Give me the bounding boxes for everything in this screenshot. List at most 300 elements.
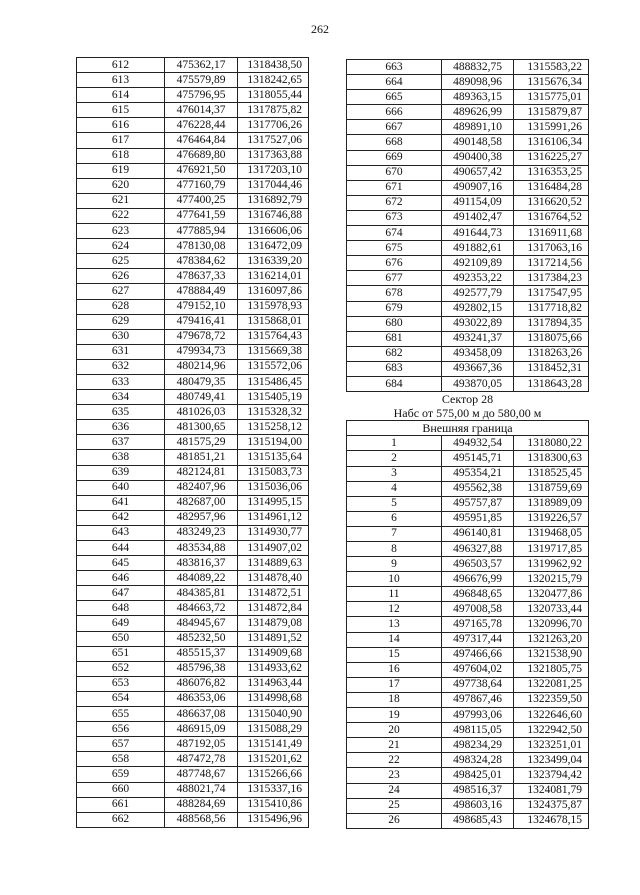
x-coordinate: 486353,06 — [165, 691, 238, 706]
x-coordinate: 498685,43 — [442, 813, 514, 828]
y-coordinate: 1317363,88 — [238, 148, 309, 163]
point-number: 656 — [77, 722, 165, 737]
point-number: 675 — [347, 241, 442, 256]
table-row — [77, 571, 309, 586]
point-number: 659 — [77, 767, 165, 782]
x-coordinate: 497008,58 — [442, 602, 514, 617]
y-coordinate: 1314995,15 — [238, 495, 309, 510]
table-row — [77, 405, 309, 420]
table-row — [347, 135, 589, 150]
x-coordinate: 497317,44 — [442, 632, 514, 647]
table-row — [347, 557, 589, 572]
y-coordinate: 1318080,22 — [514, 436, 589, 451]
y-coordinate: 1315040,90 — [238, 707, 309, 722]
x-coordinate: 488284,69 — [165, 797, 238, 812]
y-coordinate: 1314879,08 — [238, 616, 309, 631]
y-coordinate: 1322646,60 — [514, 708, 589, 723]
point-number: 10 — [347, 572, 442, 587]
point-number: 6 — [347, 511, 442, 526]
point-number: 642 — [77, 510, 165, 525]
point-number: 626 — [77, 269, 165, 284]
table-row — [77, 601, 309, 616]
x-coordinate: 498516,37 — [442, 783, 514, 798]
point-number: 628 — [77, 299, 165, 314]
y-coordinate: 1318452,31 — [514, 361, 589, 376]
point-number: 658 — [77, 752, 165, 767]
point-number: 637 — [77, 435, 165, 450]
y-coordinate: 1315496,96 — [238, 812, 309, 827]
point-number: 652 — [77, 661, 165, 676]
y-coordinate: 1316106,34 — [514, 135, 589, 150]
x-coordinate: 484089,22 — [165, 571, 238, 586]
x-coordinate: 493458,09 — [442, 346, 514, 361]
table-row — [347, 241, 589, 256]
x-coordinate: 492802,15 — [442, 301, 514, 316]
table-row — [77, 163, 309, 178]
sector-subtitle: Набс от 575,00 м до 580,00 м — [393, 406, 542, 420]
point-number: 677 — [347, 271, 442, 286]
y-coordinate: 1318643,28 — [514, 376, 589, 391]
y-coordinate: 1317547,95 — [514, 286, 589, 301]
point-number: 679 — [347, 301, 442, 316]
x-coordinate: 476464,84 — [165, 133, 238, 148]
y-coordinate: 1316472,09 — [238, 239, 309, 254]
table-row — [347, 587, 589, 602]
boundary-heading: Внешняя граница — [347, 421, 589, 436]
table-row — [347, 572, 589, 587]
point-number: 650 — [77, 631, 165, 646]
table-row — [77, 737, 309, 752]
point-number: 680 — [347, 316, 442, 331]
point-number: 645 — [77, 556, 165, 571]
x-coordinate: 495951,85 — [442, 511, 514, 526]
x-coordinate: 491882,61 — [442, 241, 514, 256]
point-number: 641 — [77, 495, 165, 510]
table-row — [347, 361, 589, 376]
x-coordinate: 493241,37 — [442, 331, 514, 346]
point-number: 651 — [77, 646, 165, 661]
y-coordinate: 1316764,52 — [514, 210, 589, 225]
point-number: 682 — [347, 346, 442, 361]
y-coordinate: 1322359,50 — [514, 692, 589, 707]
point-number: 20 — [347, 723, 442, 738]
y-coordinate: 1321263,20 — [514, 632, 589, 647]
x-coordinate: 484663,72 — [165, 601, 238, 616]
point-number: 660 — [77, 782, 165, 797]
table-row — [77, 616, 309, 631]
y-coordinate: 1314872,51 — [238, 586, 309, 601]
point-number: 681 — [347, 331, 442, 346]
point-number: 3 — [347, 466, 442, 481]
x-coordinate: 498115,05 — [442, 723, 514, 738]
y-coordinate: 1320996,70 — [514, 617, 589, 632]
point-number: 668 — [347, 135, 442, 150]
x-coordinate: 481300,65 — [165, 420, 238, 435]
y-coordinate: 1314961,12 — [238, 510, 309, 525]
y-coordinate: 1315083,73 — [238, 465, 309, 480]
point-number: 8 — [347, 542, 442, 557]
y-coordinate: 1318075,66 — [514, 331, 589, 346]
x-coordinate: 495145,71 — [442, 451, 514, 466]
x-coordinate: 485232,50 — [165, 631, 238, 646]
point-number: 649 — [77, 616, 165, 631]
y-coordinate: 1316353,25 — [514, 165, 589, 180]
y-coordinate: 1315088,29 — [238, 722, 309, 737]
table-row — [347, 798, 589, 813]
point-number: 1 — [347, 436, 442, 451]
table-row — [347, 466, 589, 481]
y-coordinate: 1315868,01 — [238, 314, 309, 329]
y-coordinate: 1315572,06 — [238, 359, 309, 374]
y-coordinate: 1318242,65 — [238, 73, 309, 88]
x-coordinate: 485796,38 — [165, 661, 238, 676]
x-coordinate: 480214,96 — [165, 359, 238, 374]
x-coordinate: 491154,09 — [442, 195, 514, 210]
x-coordinate: 495562,38 — [442, 481, 514, 496]
point-number: 615 — [77, 103, 165, 118]
y-coordinate: 1322081,25 — [514, 677, 589, 692]
table-row — [347, 632, 589, 647]
table-row — [347, 496, 589, 511]
table-row — [77, 752, 309, 767]
table-row — [347, 165, 589, 180]
x-coordinate: 477400,25 — [165, 193, 238, 208]
y-coordinate: 1315991,26 — [514, 120, 589, 135]
table-row — [77, 556, 309, 571]
x-coordinate: 480479,35 — [165, 374, 238, 389]
x-coordinate: 480749,41 — [165, 390, 238, 405]
y-coordinate: 1315036,06 — [238, 480, 309, 495]
y-coordinate: 1324678,15 — [514, 813, 589, 828]
x-coordinate: 482407,96 — [165, 480, 238, 495]
x-coordinate: 493667,36 — [442, 361, 514, 376]
table-row — [347, 75, 589, 90]
table-row — [77, 178, 309, 193]
point-number: 627 — [77, 284, 165, 299]
y-coordinate: 1314878,40 — [238, 571, 309, 586]
x-coordinate: 497466,66 — [442, 647, 514, 662]
table-row — [77, 208, 309, 223]
x-coordinate: 496848,65 — [442, 587, 514, 602]
table-row — [77, 646, 309, 661]
y-coordinate: 1315486,45 — [238, 374, 309, 389]
point-number: 671 — [347, 180, 442, 195]
y-coordinate: 1316484,28 — [514, 180, 589, 195]
table-row — [77, 103, 309, 118]
x-coordinate: 490148,58 — [442, 135, 514, 150]
y-coordinate: 1315266,66 — [238, 767, 309, 782]
x-coordinate: 478384,62 — [165, 254, 238, 269]
table-row — [77, 420, 309, 435]
y-coordinate: 1315328,32 — [238, 405, 309, 420]
table-row — [77, 359, 309, 374]
point-number: 662 — [77, 812, 165, 827]
point-number: 19 — [347, 708, 442, 723]
point-number: 14 — [347, 632, 442, 647]
point-number: 631 — [77, 344, 165, 359]
y-coordinate: 1323794,42 — [514, 768, 589, 783]
point-number: 612 — [77, 58, 165, 73]
table-row — [77, 480, 309, 495]
table-row — [77, 767, 309, 782]
x-coordinate: 487472,78 — [165, 752, 238, 767]
sector-subtitle-row — [347, 406, 589, 421]
y-coordinate: 1317706,26 — [238, 118, 309, 133]
y-coordinate: 1316097,86 — [238, 284, 309, 299]
table-row — [77, 118, 309, 133]
x-coordinate: 496327,88 — [442, 542, 514, 557]
point-number: 9 — [347, 557, 442, 572]
point-number: 653 — [77, 676, 165, 691]
point-number: 4 — [347, 481, 442, 496]
table-row — [347, 708, 589, 723]
x-coordinate: 493022,89 — [442, 316, 514, 331]
table-row — [77, 812, 309, 827]
y-coordinate: 1315775,01 — [514, 90, 589, 105]
table-row — [77, 390, 309, 405]
table-row — [77, 193, 309, 208]
x-coordinate: 481575,29 — [165, 435, 238, 450]
x-coordinate: 497993,06 — [442, 708, 514, 723]
y-coordinate: 1317214,56 — [514, 256, 589, 271]
point-number: 630 — [77, 329, 165, 344]
x-coordinate: 493870,05 — [442, 376, 514, 391]
table-row — [347, 511, 589, 526]
point-number: 25 — [347, 798, 442, 813]
point-number: 24 — [347, 783, 442, 798]
x-coordinate: 489098,96 — [442, 75, 514, 90]
x-coordinate: 488832,75 — [442, 60, 514, 75]
point-number: 629 — [77, 314, 165, 329]
y-coordinate: 1315669,38 — [238, 344, 309, 359]
point-number: 617 — [77, 133, 165, 148]
table-row — [77, 344, 309, 359]
point-number: 684 — [347, 376, 442, 391]
x-coordinate: 485515,37 — [165, 646, 238, 661]
table-row — [347, 677, 589, 692]
x-coordinate: 497867,46 — [442, 692, 514, 707]
coordinates-table-right — [346, 59, 589, 829]
point-number: 639 — [77, 465, 165, 480]
table-row — [77, 58, 309, 73]
point-number: 23 — [347, 768, 442, 783]
x-coordinate: 487192,05 — [165, 737, 238, 752]
y-coordinate: 1319717,85 — [514, 542, 589, 557]
table-row — [77, 269, 309, 284]
x-coordinate: 475796,95 — [165, 88, 238, 103]
table-row — [77, 88, 309, 103]
y-coordinate: 1317384,23 — [514, 271, 589, 286]
x-coordinate: 483816,37 — [165, 556, 238, 571]
table-row — [347, 301, 589, 316]
point-number: 665 — [347, 90, 442, 105]
x-coordinate: 497165,78 — [442, 617, 514, 632]
y-coordinate: 1324375,87 — [514, 798, 589, 813]
y-coordinate: 1324081,79 — [514, 783, 589, 798]
x-coordinate: 477641,59 — [165, 208, 238, 223]
y-coordinate: 1315141,49 — [238, 737, 309, 752]
point-number: 643 — [77, 525, 165, 540]
y-coordinate: 1323251,01 — [514, 738, 589, 753]
coordinates-table-left — [76, 57, 309, 828]
y-coordinate: 1314909,68 — [238, 646, 309, 661]
point-number: 621 — [77, 193, 165, 208]
table-row — [347, 105, 589, 120]
table-row — [347, 602, 589, 617]
y-coordinate: 1315764,43 — [238, 329, 309, 344]
table-row — [77, 661, 309, 676]
point-number: 16 — [347, 662, 442, 677]
x-coordinate: 490400,38 — [442, 150, 514, 165]
table-row — [347, 331, 589, 346]
table-row — [77, 782, 309, 797]
x-coordinate: 476921,50 — [165, 163, 238, 178]
x-coordinate: 498324,28 — [442, 753, 514, 768]
y-coordinate: 1315879,87 — [514, 105, 589, 120]
x-coordinate: 482957,96 — [165, 510, 238, 525]
point-number: 17 — [347, 677, 442, 692]
table-row — [77, 586, 309, 601]
point-number: 683 — [347, 361, 442, 376]
table-row — [347, 150, 589, 165]
table-row — [77, 797, 309, 812]
x-coordinate: 479416,41 — [165, 314, 238, 329]
point-number: 633 — [77, 374, 165, 389]
x-coordinate: 498603,16 — [442, 798, 514, 813]
x-coordinate: 492353,22 — [442, 271, 514, 286]
y-coordinate: 1314907,02 — [238, 541, 309, 556]
point-number: 5 — [347, 496, 442, 511]
x-coordinate: 486076,82 — [165, 676, 238, 691]
table-row — [347, 662, 589, 677]
point-number: 655 — [77, 707, 165, 722]
y-coordinate: 1317044,46 — [238, 178, 309, 193]
point-number: 18 — [347, 692, 442, 707]
y-coordinate: 1314889,63 — [238, 556, 309, 571]
table-row — [77, 450, 309, 465]
y-coordinate: 1319468,05 — [514, 526, 589, 541]
point-number: 638 — [77, 450, 165, 465]
x-coordinate: 484385,81 — [165, 586, 238, 601]
point-number: 22 — [347, 753, 442, 768]
y-coordinate: 1316911,68 — [514, 226, 589, 241]
point-number: 620 — [77, 178, 165, 193]
table-row — [347, 226, 589, 241]
x-coordinate: 478884,49 — [165, 284, 238, 299]
point-number: 667 — [347, 120, 442, 135]
y-coordinate: 1314930,77 — [238, 525, 309, 540]
point-number: 11 — [347, 587, 442, 602]
point-number: 13 — [347, 617, 442, 632]
point-number: 672 — [347, 195, 442, 210]
table-row — [347, 768, 589, 783]
x-coordinate: 497738,64 — [442, 677, 514, 692]
x-coordinate: 494932,54 — [442, 436, 514, 451]
y-coordinate: 1317875,82 — [238, 103, 309, 118]
x-coordinate: 486637,08 — [165, 707, 238, 722]
y-coordinate: 1314933,62 — [238, 661, 309, 676]
x-coordinate: 478637,33 — [165, 269, 238, 284]
table-row — [347, 692, 589, 707]
x-coordinate: 476014,37 — [165, 103, 238, 118]
x-coordinate: 482687,00 — [165, 495, 238, 510]
x-coordinate: 492109,89 — [442, 256, 514, 271]
table-row — [77, 525, 309, 540]
table-row — [77, 707, 309, 722]
table-row — [347, 256, 589, 271]
y-coordinate: 1316606,06 — [238, 224, 309, 239]
point-number: 644 — [77, 541, 165, 556]
table-row — [347, 813, 589, 828]
point-number: 664 — [347, 75, 442, 90]
point-number: 669 — [347, 150, 442, 165]
point-number: 12 — [347, 602, 442, 617]
sector-title: Сектор 28 — [441, 391, 494, 406]
table-row — [347, 180, 589, 195]
y-coordinate: 1315676,34 — [514, 75, 589, 90]
x-coordinate: 489363,15 — [442, 90, 514, 105]
x-coordinate: 488568,56 — [165, 812, 238, 827]
point-number: 614 — [77, 88, 165, 103]
point-number: 624 — [77, 239, 165, 254]
y-coordinate: 1317063,16 — [514, 241, 589, 256]
table-row — [347, 346, 589, 361]
table-row — [347, 90, 589, 105]
x-coordinate: 479152,10 — [165, 299, 238, 314]
point-number: 636 — [77, 420, 165, 435]
y-coordinate: 1314891,52 — [238, 631, 309, 646]
point-number: 15 — [347, 647, 442, 662]
table-row — [77, 314, 309, 329]
table-row — [347, 120, 589, 135]
x-coordinate: 479934,73 — [165, 344, 238, 359]
x-coordinate: 482124,81 — [165, 465, 238, 480]
x-coordinate: 496140,81 — [442, 526, 514, 541]
x-coordinate: 481851,21 — [165, 450, 238, 465]
y-coordinate: 1315194,00 — [238, 435, 309, 450]
x-coordinate: 498425,01 — [442, 768, 514, 783]
y-coordinate: 1315135,64 — [238, 450, 309, 465]
table-row — [77, 495, 309, 510]
x-coordinate: 476228,44 — [165, 118, 238, 133]
y-coordinate: 1320215,79 — [514, 572, 589, 587]
y-coordinate: 1318759,69 — [514, 481, 589, 496]
x-coordinate: 498234,29 — [442, 738, 514, 753]
point-number: 673 — [347, 210, 442, 225]
table-row — [347, 647, 589, 662]
x-coordinate: 481026,03 — [165, 405, 238, 420]
x-coordinate: 475362,17 — [165, 58, 238, 73]
table-row — [347, 376, 589, 391]
point-number: 625 — [77, 254, 165, 269]
table-row — [347, 783, 589, 798]
table-row — [347, 316, 589, 331]
y-coordinate: 1315410,86 — [238, 797, 309, 812]
x-coordinate: 495757,87 — [442, 496, 514, 511]
x-coordinate: 484945,67 — [165, 616, 238, 631]
x-coordinate: 497604,02 — [442, 662, 514, 677]
y-coordinate: 1320733,44 — [514, 602, 589, 617]
table-row — [347, 286, 589, 301]
table-row — [347, 195, 589, 210]
x-coordinate: 496676,99 — [442, 572, 514, 587]
y-coordinate: 1316214,01 — [238, 269, 309, 284]
point-number: 657 — [77, 737, 165, 752]
point-number: 670 — [347, 165, 442, 180]
table-row — [77, 465, 309, 480]
point-number: 622 — [77, 208, 165, 223]
y-coordinate: 1315583,22 — [514, 60, 589, 75]
